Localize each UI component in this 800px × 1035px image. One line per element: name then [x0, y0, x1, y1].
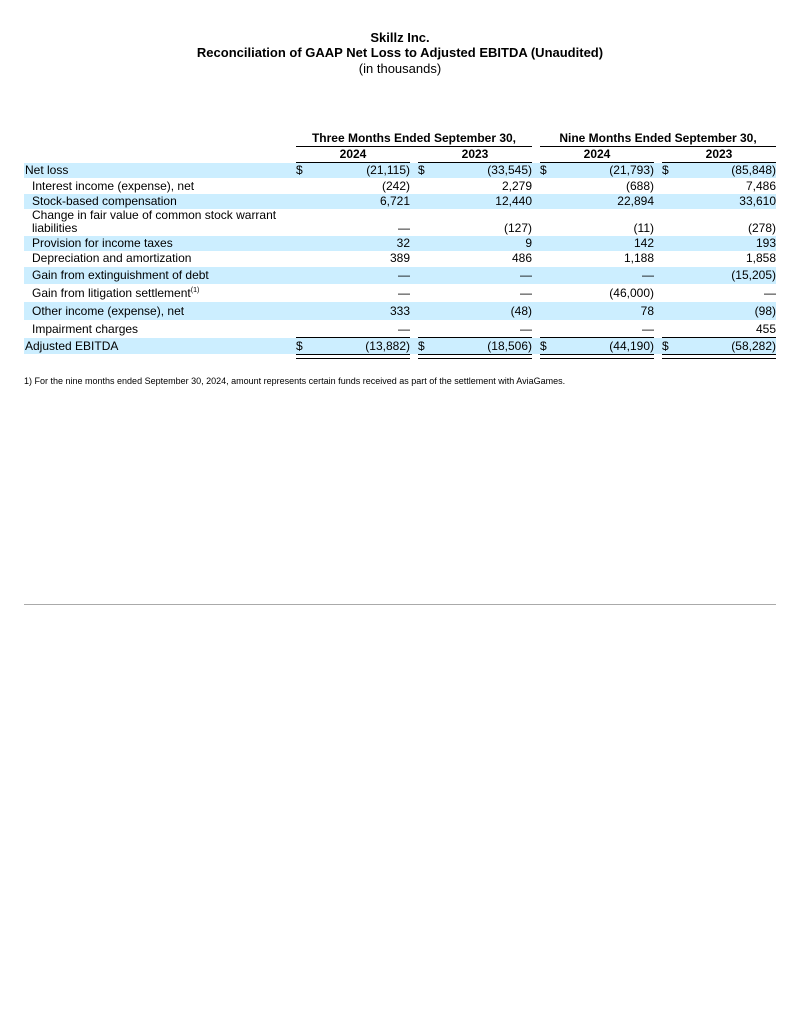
report-units: (in thousands) — [358, 61, 442, 76]
value-9m-2024: — — [642, 268, 654, 282]
value-9m-2024: 1,188 — [623, 251, 654, 265]
report-title: Reconciliation of GAAP Net Loss to Adjusted EBITDA (Unaudited) — [196, 45, 604, 60]
value-3m-2024: 389 — [389, 251, 410, 265]
value-3m-2023: 9 — [525, 236, 532, 250]
currency-symbol: $ — [662, 339, 669, 353]
row-label-line2: liabilities — [32, 221, 78, 235]
value-9m-2023: — — [764, 286, 776, 300]
currency-symbol: $ — [540, 163, 547, 177]
value-3m-2023: 2,279 — [501, 179, 532, 193]
value-3m-2023: 12,440 — [495, 194, 532, 208]
value-3m-2024: (13,882) — [365, 339, 410, 353]
year-header-3m-2024: 2024 — [339, 147, 367, 161]
value-9m-2023: (278) — [747, 221, 776, 235]
value-3m-2024: — — [398, 221, 410, 235]
row-label: Other income (expense), net — [32, 304, 185, 318]
value-3m-2023: (33,545) — [487, 163, 532, 177]
year-header-3m-2023: 2023 — [461, 147, 489, 161]
year-header-9m-2024: 2024 — [583, 147, 611, 161]
value-9m-2024: 22,894 — [617, 194, 654, 208]
table-row-net-loss — [24, 163, 776, 178]
group-header-nine-months: Nine Months Ended September 30, — [559, 131, 757, 145]
row-label: Impairment charges — [32, 322, 139, 336]
row-label: Depreciation and amortization — [32, 251, 192, 265]
value-3m-2024: (242) — [381, 179, 410, 193]
group-underline-nine-months — [540, 146, 776, 147]
value-3m-2024: — — [398, 322, 410, 336]
year-header-9m-2023: 2023 — [705, 147, 733, 161]
table-row-warrant-fair-value — [24, 209, 776, 236]
value-9m-2023: 7,486 — [745, 179, 776, 193]
value-9m-2024: 142 — [633, 236, 654, 250]
row-label: Interest income (expense), net — [32, 179, 195, 193]
row-label: Gain from extinguishment of debt — [32, 268, 209, 282]
currency-symbol: $ — [540, 339, 547, 353]
row-label: Adjusted EBITDA — [25, 339, 119, 353]
currency-symbol: $ — [296, 163, 303, 177]
value-9m-2024: (44,190) — [609, 339, 654, 353]
table-row-stock-based-compensation — [24, 194, 776, 209]
double-underline — [296, 354, 410, 359]
double-underline — [418, 354, 532, 359]
table-row-gain-litigation-settlement — [24, 284, 776, 302]
company-name: Skillz Inc. — [370, 30, 430, 45]
value-9m-2023: 33,610 — [739, 194, 776, 208]
row-label-line1: Change in fair value of common stock warrant — [32, 208, 277, 222]
group-underline-three-months — [296, 146, 532, 147]
currency-symbol: $ — [418, 163, 425, 177]
footnote: 1) For the nine months ended September 30, 2024, amount represents certain funds received as part of the settlement with AviaGames. — [24, 376, 566, 386]
value-9m-2024: (21,793) — [609, 163, 654, 177]
currency-symbol: $ — [418, 339, 425, 353]
table-row-depreciation — [24, 251, 776, 266]
table-row-interest-income — [24, 179, 776, 194]
table-row-adjusted-ebitda — [24, 338, 776, 354]
double-underline — [662, 354, 776, 359]
value-3m-2024: 6,721 — [379, 194, 410, 208]
value-3m-2023: — — [520, 322, 532, 336]
row-label: Provision for income taxes — [32, 236, 173, 250]
value-9m-2023: (58,282) — [731, 339, 776, 353]
value-3m-2024: 333 — [389, 304, 410, 318]
value-9m-2023: (85,848) — [731, 163, 776, 177]
value-9m-2024: (46,000) — [609, 286, 654, 300]
value-3m-2024: — — [398, 286, 410, 300]
value-9m-2024: 78 — [640, 304, 654, 318]
value-9m-2024: (11) — [633, 221, 654, 235]
currency-symbol: $ — [662, 163, 669, 177]
row-label: Net loss — [25, 163, 69, 177]
value-3m-2023: 486 — [511, 251, 532, 265]
value-9m-2024: (688) — [625, 179, 654, 193]
value-3m-2023: — — [520, 268, 532, 282]
value-3m-2023: (127) — [503, 221, 532, 235]
value-3m-2024: — — [398, 268, 410, 282]
table-row-other-income — [24, 302, 776, 320]
value-9m-2023: 1,858 — [745, 251, 776, 265]
row-label — [32, 284, 199, 302]
table-row-gain-extinguishment-debt — [24, 267, 776, 284]
value-3m-2024: (21,115) — [366, 163, 410, 177]
value-9m-2024: — — [642, 322, 654, 336]
value-3m-2023: — — [520, 286, 532, 300]
row-label: Stock-based compensation — [32, 194, 177, 208]
footnote-reference: (1) — [190, 287, 200, 294]
page-divider — [24, 604, 776, 605]
table-row-impairment-charges — [24, 321, 776, 337]
value-9m-2023: 193 — [755, 236, 776, 250]
value-9m-2023: (98) — [754, 304, 776, 318]
currency-symbol: $ — [296, 339, 303, 353]
value-9m-2023: 455 — [755, 322, 776, 336]
value-3m-2023: (18,506) — [487, 339, 532, 353]
value-9m-2023: (15,205) — [731, 268, 776, 282]
group-header-three-months: Three Months Ended September 30, — [311, 131, 517, 145]
double-underline — [540, 354, 654, 359]
row-label-text: Gain from litigation settlement — [32, 286, 191, 300]
table-row-provision-income-taxes — [24, 236, 776, 251]
value-3m-2023: (48) — [510, 304, 532, 318]
value-3m-2024: 32 — [396, 236, 410, 250]
